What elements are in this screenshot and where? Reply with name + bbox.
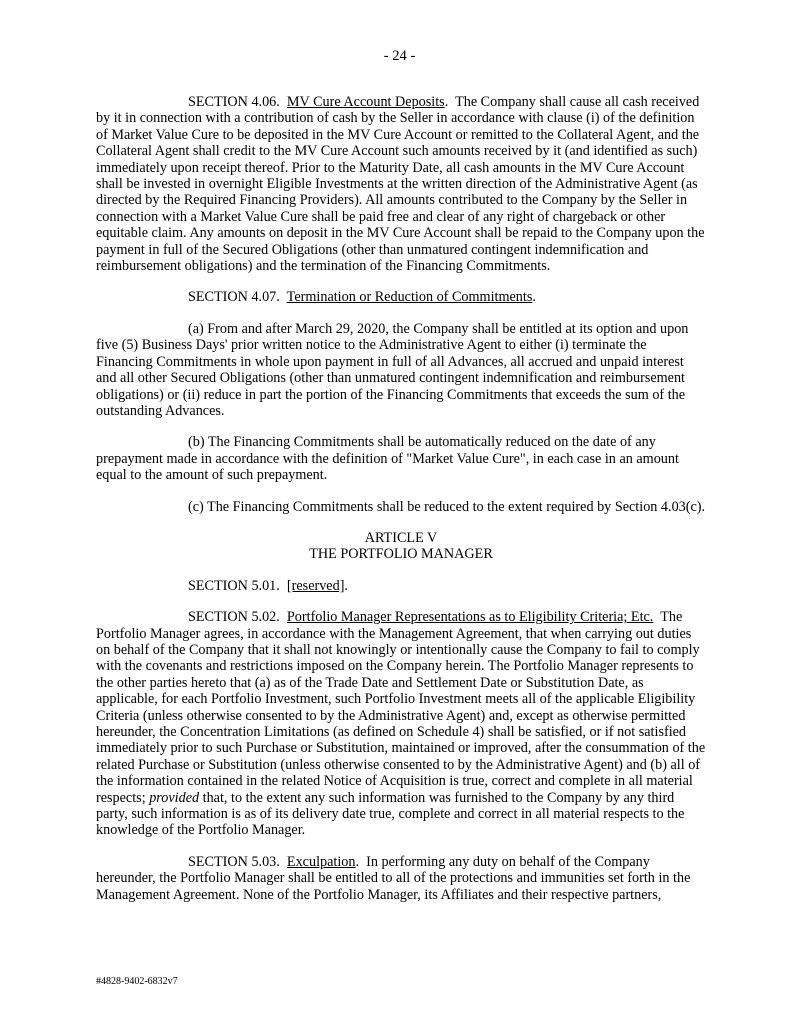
section-5-03-title: Exculpation <box>286 853 356 870</box>
document-body <box>96 94 706 903</box>
section-5-01: SECTION 5.01. [reserved]. <box>188 577 348 594</box>
section-4-06-label: SECTION 4.06. <box>188 94 280 110</box>
document-id-footer: #4828-9402-6832v7 <box>96 976 178 987</box>
section-4-06-title: MV Cure Account Deposits <box>286 94 445 110</box>
section-5-02-text-2: that, to the extent any such information was furnished to the Company by any third party, such information is as of its delivery date true, complete and correct in all material respects to the knowledge of the Portfolio Manager. <box>96 789 685 839</box>
section-5-02 <box>96 609 706 839</box>
section-4-06-text: The Company shall cause all cash received by it in connection with a contribution of cash by the Seller in accordance with clause (i) of the definition of Market Value Cure to be deposited in the MV Cure Account or remitted to the Collateral Agent, and the Collateral Agent shall credit to the MV Cure Account such amounts received by it (and identified as such) immediately upon receipt thereof. Prior to the Maturity Date, all cash amounts in the MV Cure Account shall be invested in overnight Eligible Investments at the written direction of the Administrative Agent (as directed by the Required Financing Providers). All amounts contributed to the Company by the Seller in connection with a Market Value Cure shall be paid free and clear of any right of chargeback or other equitable claim. Any amounts on deposit in the MV Cure Account shall be repaid to the Company upon the payment in full of the Secured Obligations (other than unmatured contingent indemnification and reimbursement obligations) and the termination of the Financing Commitments. <box>96 94 705 275</box>
section-5-01-label: SECTION 5.01. <box>188 577 280 594</box>
page-number: - 24 - <box>383 48 416 64</box>
section-5-01-title: [reserved] <box>286 577 345 594</box>
section-5-03: SECTION 5.03. Exculpation. In performing any duty on behalf of the Company hereunder, the Portfolio Manager shall be entitled to all of the protections and immunities set forth in the Management Agreement. None of the Portfolio Manager, its Affiliates and their respective partners, <box>96 853 691 903</box>
section-4-07-a: (a) From and after March 29, 2020, the Company shall be entitled at its option and upon five (5) Business Days' prior written notice to the Administrative Agent to either (i) terminate the Financing Commitments in whole upon payment in full of all Advances, all accrued and unpaid interest and all other Secured Obligations (other than unmatured contingent indemnification and reimbursement obligations) or (ii) reduce in part the portion of the Financing Commitments that exceeds the sum of the outstanding Advances. <box>96 320 689 419</box>
section-4-07-c: (c) The Financing Commitments shall be reduced to the extent required by Section 4.03(c). <box>188 498 706 515</box>
section-4-07-heading: SECTION 4.07. Termination or Reduction of Commitments. <box>188 289 536 306</box>
section-5-03-text: In performing any duty on behalf of the Company hereunder, the Portfolio Manager shall be entitled to all of the protections and immunities set forth in the Management Agreement. None of the Portfolio Manager, its Affiliates and their respective partners, <box>96 853 691 903</box>
section-4-07-b: (b) The Financing Commitments shall be automatically reduced on the date of any prepayment made in accordance with the definition of "Market Value Cure", in each case in an amount equal to the amount of such prepayment. <box>96 434 679 484</box>
section-5-02-provided: provided <box>149 789 200 806</box>
section-5-02-text-1: The Portfolio Manager agrees, in accordance with the Management Agreement, that when carrying out duties on behalf of the Company that it shall not knowingly or intentionally cause the Company to fail to comply with the covenants and restrictions imposed on the Company herein. The Portfolio Manager represents to the other parties hereto that (a) as of the Trade Date and Settlement Date or Substitution Date, as applicable, for each Portfolio Investment, such Portfolio Investment meets all of the applicable Eligibility Criteria (unless otherwise consented to by the Administrative Agent) and, except as otherwise permitted hereunder, the Concentration Limitations (as defined on Schedule 4) shall be satisfied, or if not satisfied immediately prior to such Purchase or Substitution, maintained or improved, after the consummation of the related Purchase or Substitution (unless otherwise consented to by the Administrative Agent) and (b) all of the information contained in the related Notice of Acquisition is true, correct and complete in all material respects; <box>96 609 706 806</box>
section-4-07-label: SECTION 4.07. <box>188 289 280 306</box>
article-number: ARTICLE V <box>364 529 438 546</box>
section-4-06: SECTION 4.06. MV Cure Account Deposits. The Company shall cause all cash received by it in connection with a contribution of cash by the Seller in accordance with clause (i) of the definition of Market Value Cure to be deposited in the MV Cure Account or remitted to the Collateral Agent, and the Collateral Agent shall credit to the MV Cure Account such amounts received by it (and identified as such) immediately upon receipt thereof. Prior to the Maturity Date, all cash amounts in the MV Cure Account shall be invested in overnight Eligible Investments at the written direction of the Administrative Agent (as directed by the Required Financing Providers). All amounts contributed to the Company by the Seller in connection with a Market Value Cure shall be paid free and clear of any right of chargeback or other equitable claim. Any amounts on deposit in the MV Cure Account shall be repaid to the Company upon the payment in full of the Secured Obligations (other than unmatured contingent indemnification and reimbursement obligations) and the termination of the Financing Commitments. <box>96 94 705 275</box>
article-title: THE PORTFOLIO MANAGER <box>309 546 493 563</box>
section-4-07-title: Termination or Reduction of Commitments <box>286 289 533 306</box>
section-5-02-label: SECTION 5.02. <box>188 609 280 626</box>
section-5-03-label: SECTION 5.03. <box>188 853 280 870</box>
section-5-02-title: Portfolio Manager Representations as to Eligibility Criteria; Etc. <box>286 609 654 626</box>
